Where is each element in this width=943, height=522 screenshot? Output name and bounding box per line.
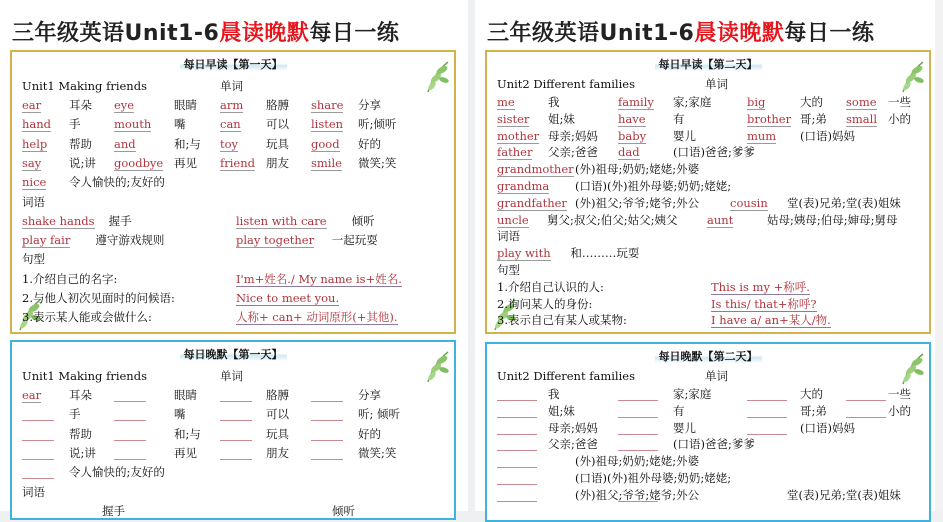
leaf-decoration-icon	[899, 60, 925, 94]
sentence-purpose: 3.表示自己有某人或某物:	[497, 313, 627, 328]
answer-blank	[618, 417, 658, 418]
card-header	[487, 56, 929, 72]
word-cell	[311, 98, 343, 112]
chinese-meaning: 遵守游戏规则	[95, 233, 165, 248]
english-word: Is this/ that+称呼?	[711, 296, 817, 311]
page-title	[487, 16, 874, 47]
word-cell	[22, 214, 95, 228]
word-cell	[497, 196, 567, 210]
page-left	[0, 0, 468, 518]
english-word: 人称+ can+ 动词原形(+其他).	[236, 310, 398, 325]
chinese-meaning: 一些	[888, 95, 911, 109]
sentence-purpose: 3.表示某人能或会做什么:	[22, 310, 152, 325]
chinese-meaning: 令人愉快的;友好的	[69, 465, 165, 480]
chinese-meaning: 父亲;爸爸	[548, 437, 598, 452]
word-cell	[236, 214, 327, 228]
chinese-meaning: 分享	[358, 98, 381, 112]
answer-blank	[497, 450, 537, 451]
english-word: me	[497, 95, 515, 109]
word-cell	[497, 246, 551, 260]
english-word: cousin	[730, 195, 768, 210]
word-cell	[220, 156, 255, 170]
title-main: 三年级英语Unit1-6	[12, 21, 220, 46]
phrases-label: 词语	[22, 484, 45, 499]
answer-blank	[618, 434, 658, 435]
answer-blank	[618, 400, 658, 401]
english-word: mum	[747, 128, 777, 143]
word-cell	[618, 112, 646, 126]
scrollbar[interactable]	[935, 0, 943, 511]
word-cell	[236, 272, 402, 286]
english-word: grandmother	[497, 162, 574, 177]
chinese-meaning: 母亲;妈妈	[548, 420, 598, 435]
chinese-meaning: 说;讲	[69, 445, 96, 460]
answer-blank	[220, 440, 252, 441]
chinese-meaning: 倾听	[351, 213, 375, 228]
english-word: nice	[22, 175, 47, 190]
english-word: have	[618, 111, 646, 126]
word-cell	[707, 213, 733, 227]
chinese-meaning: (口语)爸爸;爹爹	[673, 437, 755, 452]
chinese-meaning: 朋友	[266, 445, 289, 460]
english-word: friend	[220, 155, 256, 170]
chinese-meaning: 令人愉快的;友好的	[69, 175, 165, 190]
word-cell	[236, 310, 398, 324]
answer-blank	[220, 401, 252, 402]
word-cell	[114, 137, 136, 151]
chinese-meaning: 分享	[358, 388, 381, 402]
chinese-meaning: (外)祖母;奶奶;姥姥;外婆	[575, 162, 700, 177]
word-cell	[497, 129, 539, 143]
word-cell	[497, 162, 574, 176]
word-cell	[311, 117, 343, 131]
answer-blank	[497, 484, 537, 485]
english-word: listen with care	[236, 213, 327, 228]
chinese-meaning: 一起玩耍	[331, 233, 378, 248]
chinese-meaning: 握手	[102, 503, 125, 518]
word-cell	[311, 156, 342, 170]
answer-blank	[22, 478, 54, 479]
english-word: brother	[747, 111, 792, 126]
word-cell	[497, 145, 532, 159]
word-cell	[220, 137, 238, 151]
chinese-meaning: 好的	[358, 136, 381, 151]
chinese-meaning: 大的	[800, 95, 823, 109]
english-word: goodbye	[114, 155, 164, 170]
chinese-meaning: (口语)(外)祖外母婆;奶奶;姥姥;	[575, 471, 732, 485]
chinese-meaning: 和………玩耍	[570, 246, 640, 261]
english-word: family	[618, 95, 654, 109]
answer-blank	[22, 420, 54, 421]
word-cell	[22, 233, 70, 247]
chinese-meaning: 好的	[358, 426, 381, 441]
page-right	[475, 0, 943, 511]
sentences-label: 句型	[22, 252, 45, 267]
phrases-label: 词语	[22, 194, 45, 209]
english-word: shake hands	[22, 213, 95, 228]
english-word: some	[846, 95, 877, 109]
title-main: 三年级英语Unit1-6	[487, 21, 695, 46]
chinese-meaning: 再见	[174, 155, 197, 170]
chinese-meaning: 玩具	[266, 136, 289, 151]
chinese-meaning: 哥;弟	[800, 403, 827, 418]
chinese-meaning: 小的	[888, 111, 911, 126]
word-cell	[846, 112, 877, 126]
card-header-text: 每日晚默【第一天】	[180, 348, 287, 361]
answer-blank	[497, 400, 537, 401]
chinese-meaning: 和;与	[174, 136, 201, 151]
chinese-meaning: 握手	[108, 213, 132, 228]
chinese-meaning: 眼睛	[174, 98, 197, 112]
answer-blank	[747, 400, 787, 401]
chinese-meaning: 手	[69, 407, 81, 422]
chinese-meaning: 再见	[174, 445, 197, 460]
words-label: 单词	[705, 77, 728, 91]
answer-blank	[618, 501, 658, 502]
words-label: 单词	[705, 369, 728, 383]
answer-blank	[497, 501, 537, 502]
word-cell	[497, 95, 515, 109]
answer-blank	[114, 420, 146, 421]
english-word: grandfather	[497, 195, 567, 210]
english-word: toy	[220, 136, 239, 151]
word-cell	[114, 98, 134, 112]
chinese-meaning: 手	[69, 117, 81, 132]
english-word: Nice to meet you.	[236, 291, 340, 305]
english-word: eye	[114, 98, 135, 112]
word-cell	[497, 213, 529, 227]
chinese-meaning: 嘴	[174, 407, 186, 422]
chinese-meaning: (外)祖父;爷爷;姥爷;外公	[575, 195, 700, 210]
chinese-meaning: (口语)妈妈	[800, 128, 855, 143]
chinese-meaning: 可以	[266, 117, 289, 132]
chinese-meaning: 堂(表)兄弟;堂(表)姐妹	[787, 487, 901, 502]
phrases-label: 词语	[497, 229, 520, 244]
word-cell	[311, 137, 340, 151]
chinese-meaning: 大的	[800, 387, 823, 401]
english-word: play together	[236, 233, 315, 248]
chinese-meaning: (外)祖母;奶奶;姥姥;外婆	[575, 454, 700, 469]
word-cell	[711, 280, 810, 294]
answer-blank	[22, 440, 54, 441]
english-word: uncle	[497, 212, 529, 227]
title-highlight: 晨读晚默	[219, 21, 310, 46]
answer-blank	[311, 401, 343, 402]
sentence-purpose: 2.与他人初次见面时的问候语:	[22, 291, 175, 305]
answer-blank	[846, 417, 886, 418]
word-cell	[711, 297, 817, 311]
chinese-meaning: 微笑;笑	[358, 445, 397, 460]
english-word: hand	[22, 117, 52, 132]
unit-title: Unit2 Different families	[497, 369, 635, 383]
chinese-meaning: 舅父;叔父;伯父;姑父;姨父	[547, 212, 678, 227]
chinese-meaning: 听;倾听	[358, 117, 397, 132]
word-cell	[747, 95, 765, 109]
chinese-meaning: 家;家庭	[673, 387, 712, 401]
chinese-meaning: 姐;妹	[548, 111, 575, 126]
english-word: ear	[22, 388, 42, 402]
chinese-meaning: 和;与	[174, 426, 201, 441]
word-cell	[22, 388, 41, 402]
sentence-purpose: 2.询问某人的身份:	[497, 296, 593, 311]
leaf-decoration-icon	[424, 60, 450, 94]
title-tail: 每日一练	[309, 21, 400, 46]
sentence-purpose: 1.介绍自己的名字:	[22, 271, 118, 286]
title-tail: 每日一练	[784, 21, 875, 46]
chinese-meaning: (口语)妈妈	[800, 420, 855, 435]
chinese-meaning: 可以	[266, 407, 289, 422]
answer-blank	[747, 434, 787, 435]
english-word: dad	[618, 145, 640, 160]
word-cell	[747, 112, 791, 126]
words-label: 单词	[220, 369, 243, 383]
answer-blank	[747, 417, 787, 418]
chinese-meaning: (口语)爸爸;爹爹	[673, 145, 755, 160]
unit-title: Unit1 Making friends	[22, 369, 147, 383]
morning-reading-card	[10, 50, 456, 334]
chinese-meaning: 姑母;姨母;伯母;婶母;舅母	[767, 212, 898, 227]
word-cell	[22, 156, 41, 170]
chinese-meaning: 堂(表)兄弟;堂(表)姐妹	[787, 195, 901, 210]
english-word: big	[747, 95, 766, 109]
chinese-meaning: 姐;妹	[548, 403, 575, 418]
word-cell	[236, 233, 314, 247]
chinese-meaning: 眼睛	[174, 388, 197, 402]
title-highlight: 晨读晚默	[694, 21, 785, 46]
english-word: listen	[311, 117, 344, 132]
chinese-meaning: 有	[673, 403, 685, 418]
answer-blank	[497, 467, 537, 468]
answer-blank	[846, 400, 886, 401]
word-cell	[747, 129, 776, 143]
card-header-text: 每日晚默【第二天】	[655, 350, 762, 363]
chinese-meaning: 胳膊	[266, 388, 289, 402]
card-header-text: 每日早读【第二天】	[655, 58, 762, 71]
chinese-meaning: 父亲;爸爸	[548, 145, 598, 160]
answer-blank	[220, 420, 252, 421]
english-word: share	[311, 98, 344, 112]
word-cell	[497, 112, 529, 126]
english-word: smile	[311, 155, 342, 170]
english-word: baby	[618, 128, 647, 143]
sentences-label: 句型	[497, 263, 520, 277]
word-cell	[846, 95, 877, 109]
card-header	[487, 348, 929, 364]
leaf-decoration-icon	[424, 350, 450, 384]
chinese-meaning: 一些	[888, 387, 911, 401]
english-word: small	[846, 111, 878, 126]
answer-blank	[114, 440, 146, 441]
answer-blank	[311, 420, 343, 421]
word-cell	[618, 95, 654, 109]
english-word: mouth	[114, 117, 152, 132]
chinese-meaning: 有	[673, 111, 685, 126]
chinese-meaning: 母亲;妈妈	[548, 128, 598, 143]
chinese-meaning: 我	[548, 95, 560, 109]
evening-dictation-card	[10, 340, 456, 520]
english-word: can	[220, 117, 241, 132]
chinese-meaning: 婴儿	[673, 128, 696, 143]
english-word: grandma	[497, 179, 550, 193]
english-word: aunt	[707, 212, 734, 227]
english-word: good	[311, 136, 340, 151]
chinese-meaning: 帮助	[69, 136, 92, 151]
words-label: 单词	[220, 79, 243, 93]
chinese-meaning: 哥;弟	[800, 111, 827, 126]
chinese-meaning: 玩具	[266, 426, 289, 441]
answer-blank	[22, 459, 54, 460]
answer-blank	[497, 434, 537, 435]
answer-blank	[311, 459, 343, 460]
english-word: arm	[220, 98, 244, 112]
morning-reading-card	[485, 50, 931, 334]
chinese-meaning: 耳朵	[69, 98, 92, 112]
chinese-meaning: 朋友	[266, 155, 289, 170]
card-header	[12, 346, 454, 362]
english-word: sister	[497, 111, 530, 126]
card-header	[12, 56, 454, 72]
answer-blank	[618, 450, 658, 451]
word-cell	[22, 175, 46, 189]
evening-dictation-card	[485, 342, 931, 522]
chinese-meaning: 我	[548, 387, 560, 401]
english-word: and	[114, 136, 136, 151]
answer-blank	[311, 440, 343, 441]
word-cell	[618, 145, 640, 159]
english-word: father	[497, 145, 533, 160]
english-word: say	[22, 155, 42, 170]
english-word: I'm+姓名./ My name is+姓名.	[236, 271, 402, 286]
unit-title: Unit1 Making friends	[22, 79, 147, 93]
chinese-meaning: 倾听	[332, 503, 355, 518]
card-header-text: 每日早读【第一天】	[180, 58, 287, 71]
chinese-meaning: 微笑;笑	[358, 155, 397, 170]
chinese-meaning: (口语)(外)祖外母婆;奶奶;姥姥;	[575, 179, 732, 193]
sentence-purpose: 1.介绍自己认识的人:	[497, 279, 604, 294]
answer-blank	[497, 417, 537, 418]
word-cell	[236, 291, 339, 305]
chinese-meaning: (外)祖父;爷爷;姥爷;外公	[575, 487, 700, 502]
english-word: mother	[497, 128, 540, 143]
english-word: play with	[497, 246, 551, 261]
chinese-meaning: 胳膊	[266, 98, 289, 112]
word-cell	[730, 196, 768, 210]
word-cell	[711, 313, 831, 327]
word-cell	[114, 117, 151, 131]
answer-blank	[114, 459, 146, 460]
chinese-meaning: 说;讲	[69, 155, 96, 170]
word-cell	[497, 179, 549, 193]
word-cell	[220, 117, 241, 131]
word-cell	[22, 117, 51, 131]
page-title	[12, 16, 399, 47]
chinese-meaning: 婴儿	[673, 420, 696, 435]
word-cell	[220, 98, 243, 112]
answer-blank	[114, 401, 146, 402]
english-word: ear	[22, 98, 42, 112]
english-word: help	[22, 136, 48, 151]
word-cell	[22, 98, 41, 112]
unit-title: Unit2 Different families	[497, 77, 635, 91]
chinese-meaning: 嘴	[174, 117, 186, 132]
chinese-meaning: 小的	[888, 403, 911, 418]
word-cell	[114, 156, 163, 170]
english-word: This is my +称呼.	[711, 279, 810, 294]
chinese-meaning: 帮助	[69, 426, 92, 441]
answer-blank	[220, 459, 252, 460]
english-word: I have a/ an+某人/物.	[711, 313, 831, 328]
chinese-meaning: 家;家庭	[673, 95, 712, 109]
chinese-meaning: 听; 倾听	[358, 407, 401, 422]
word-cell	[618, 129, 646, 143]
chinese-meaning: 耳朵	[69, 388, 92, 402]
english-word: play fair	[22, 233, 71, 248]
leaf-decoration-icon	[899, 352, 925, 386]
word-cell	[22, 137, 47, 151]
